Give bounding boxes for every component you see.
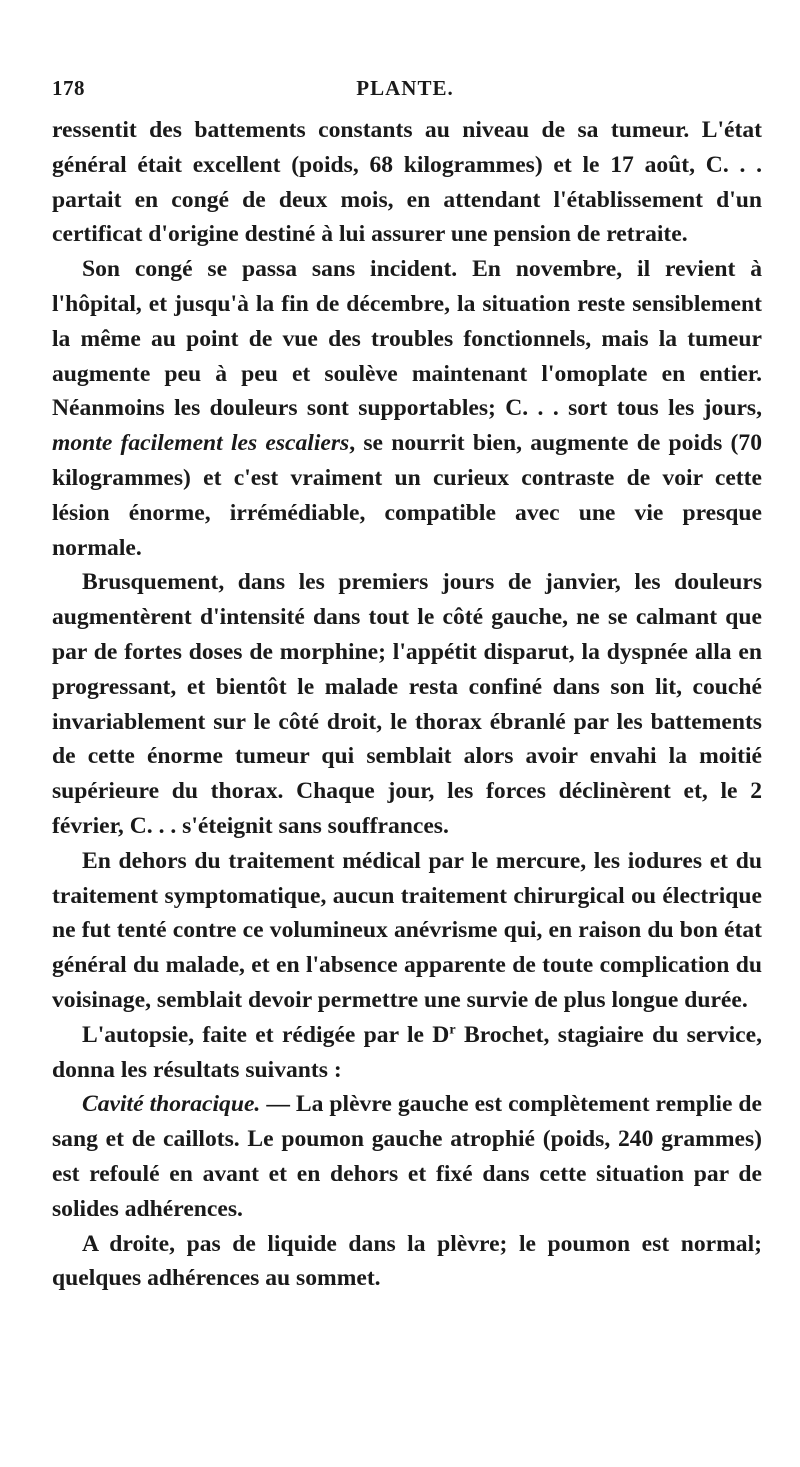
paragraph-text: Brusquement, dans les premiers jours de janvier, les douleurs augmentèrent d'intensité dans tout le côté gauche, ne se calmant que par de fortes doses de morphine; l'appétit disparut, la dyspnée alla en progressant, et bientôt le malade resta confiné dans son lit, couché invariablement sur le côté droit, le thorax ébranlé par les battements de cette énorme tumeur qui semblait alors avoir envahi la moitié supérieure du thorax. Chaque jour, les forces déclinèrent et, le 2 février, C. . . s'éteignit sans souffrances. bbox=[52, 569, 762, 839]
italic-phrase: monte facilement les escaliers bbox=[52, 430, 350, 457]
section-heading-italic: Cavité thoracique. bbox=[82, 1091, 261, 1118]
running-head bbox=[52, 76, 758, 106]
paragraph-text-lead: L'autopsie, faite et rédigée par le D bbox=[82, 1021, 450, 1048]
paragraph-traitement bbox=[52, 844, 762, 1018]
running-title: PLANTE. bbox=[356, 76, 454, 100]
paragraph-conge bbox=[52, 252, 762, 565]
superscript-abbrev: r bbox=[449, 1021, 456, 1038]
paragraph-text-continued: , se nourrit bien, augmente de poids (70 kilogrammes) et c'est vraiment un curieux contraste de voir cette lésion énorme, irrémédiable, compatible avec une vie presque normale. bbox=[52, 430, 763, 561]
paragraph-text: ressentit des battements constants au niveau de sa tumeur. L'état général était excellent (poids, 68 kilogrammes) et le 17 août, C. . . partait en congé de deux mois, en attendant l'établissement d'un certificat d'origine destiné à lui assurer une pension de retraite. bbox=[52, 117, 762, 248]
page-number: 178 bbox=[52, 76, 85, 100]
paragraph-text: Brochet, stagiaire du service, donna les résultats suivants : bbox=[52, 1021, 762, 1083]
paragraph-text: Son congé se passa sans incident. En novembre, il revient à l'hôpital, et jusqu'à la fin de décembre, la situation reste sensiblement la même au point de vue des troubles fonctionnels, mais la tumeur augmente peu à peu et soulève maintenant l'omoplate en entier. Néanmoins les douleurs sont supportables; C. . . sort tous les jours, bbox=[52, 256, 762, 422]
paragraph-brusquement bbox=[52, 565, 762, 843]
text-body bbox=[52, 113, 762, 1296]
paragraph-continuation bbox=[52, 113, 762, 252]
paragraph-text: — La plèvre gauche est complètement remplie de sang et de caillots. Le poumon gauche atrophié (poids, 240 grammes) est refoulé en avant et en dehors et fixé dans cette situation par de solides adhérences. bbox=[52, 1091, 762, 1222]
paragraph-text: En dehors du traitement médical par le mercure, les iodures et du traitement symptomatique, aucun traitement chirurgical ou électrique ne fut tenté contre ce volumineux anévrisme qui, en raison du bon état général du malade, et en l'absence apparente de toute complication du voisinage, semblait devoir permettre une survie de plus longue durée. bbox=[52, 847, 762, 1013]
paragraph-autopsie bbox=[52, 1018, 762, 1088]
paragraph-cavite-thoracique bbox=[52, 1087, 762, 1226]
paragraph-text: A droite, pas de liquide dans la plèvre; le poumon est normal; quelques adhérences au sommet. bbox=[52, 1230, 762, 1292]
paragraph-a-droite bbox=[52, 1227, 762, 1297]
